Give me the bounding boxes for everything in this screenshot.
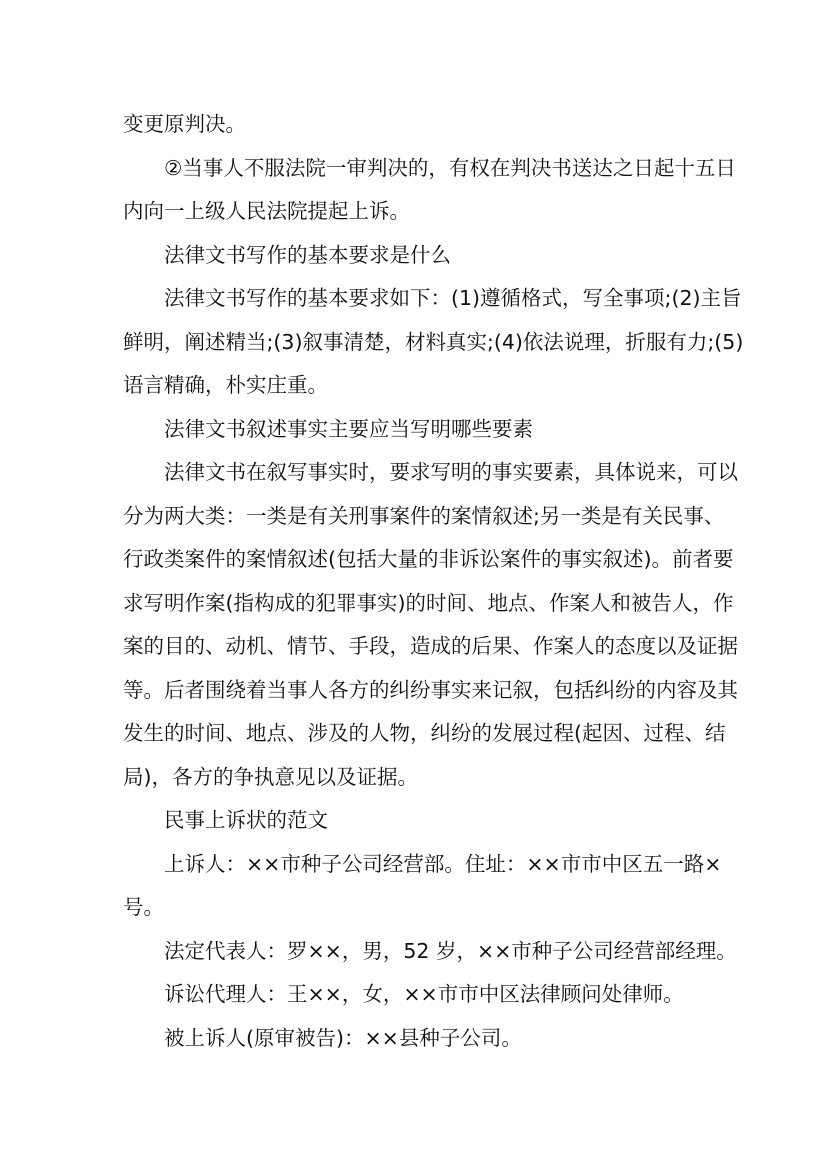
text-line: 变更原判决。	[123, 112, 246, 136]
document-page	[123, 103, 744, 1060]
paragraph	[123, 103, 704, 147]
text-line: 局)，各方的争执意见以及证据。	[123, 764, 418, 789]
text-line: 法定代表人：罗××，男，52 岁，××市种子公司经营部经理。	[164, 938, 737, 963]
text-line: 法律文书在叙写事实时，要求写明的事实要素，具体说来，可以	[164, 460, 738, 484]
text-line: 发生的时间、地点、涉及的人物，纠纷的发展过程(起因、过程、结	[123, 721, 726, 745]
text-line: 被上诉人(原审被告)：××县种子公司。	[164, 1025, 522, 1050]
paragraph	[123, 147, 736, 234]
text-line: 鲜明，阐述精当;(3)叙事清楚，材料真实;(4)依法说理，折服有力;(5)	[123, 329, 744, 354]
text-line: 民事上诉状的范文	[164, 808, 328, 832]
paragraph	[123, 451, 738, 799]
paragraph	[123, 930, 737, 974]
paragraph	[123, 843, 722, 930]
text-line: 案的目的、动机、情节、手段，造成的后果、作案人的态度以及证据	[123, 634, 738, 658]
text-line: 求写明作案(指构成的犯罪事实)的时间、地点、作案人和被告人，作	[123, 590, 734, 615]
paragraph	[123, 1017, 704, 1061]
text-line: 语言精确，朴实庄重。	[123, 373, 328, 397]
text-line: 诉讼代理人：王××，女，××市市中区法律顾问处律师。	[164, 982, 684, 1006]
paragraph	[123, 277, 744, 408]
text-line: 法律文书写作的基本要求是什么	[164, 242, 451, 267]
paragraph	[123, 799, 704, 843]
text-line: ②当事人不服法院一审判决的，有权在判决书送达之日起十五日	[164, 155, 736, 180]
paragraph	[123, 408, 704, 452]
text-line: 分为两大类：一类是有关刑事案件的案情叙述;另一类是有关民事、	[123, 503, 725, 528]
text-line: 上诉人：××市种子公司经营部。住址：××市市中区五一路×	[164, 851, 722, 876]
text-line: 法律文书叙述事实主要应当写明哪些要素	[164, 416, 533, 441]
paragraph	[123, 973, 704, 1017]
text-line: 号。	[123, 895, 164, 919]
text-line: 行政类案件的案情叙述(包括大量的非诉讼案件的事实叙述)。前者要	[123, 547, 734, 571]
text-line: 法律文书写作的基本要求如下：(1)遵循格式，写全事项;(2)主旨	[164, 286, 742, 310]
text-line: 内向一上级人民法院提起上诉。	[123, 199, 410, 223]
paragraph	[123, 234, 704, 278]
text-line: 等。后者围绕着当事人各方的纠纷事实来记叙，包括纠纷的内容及其	[123, 677, 738, 702]
